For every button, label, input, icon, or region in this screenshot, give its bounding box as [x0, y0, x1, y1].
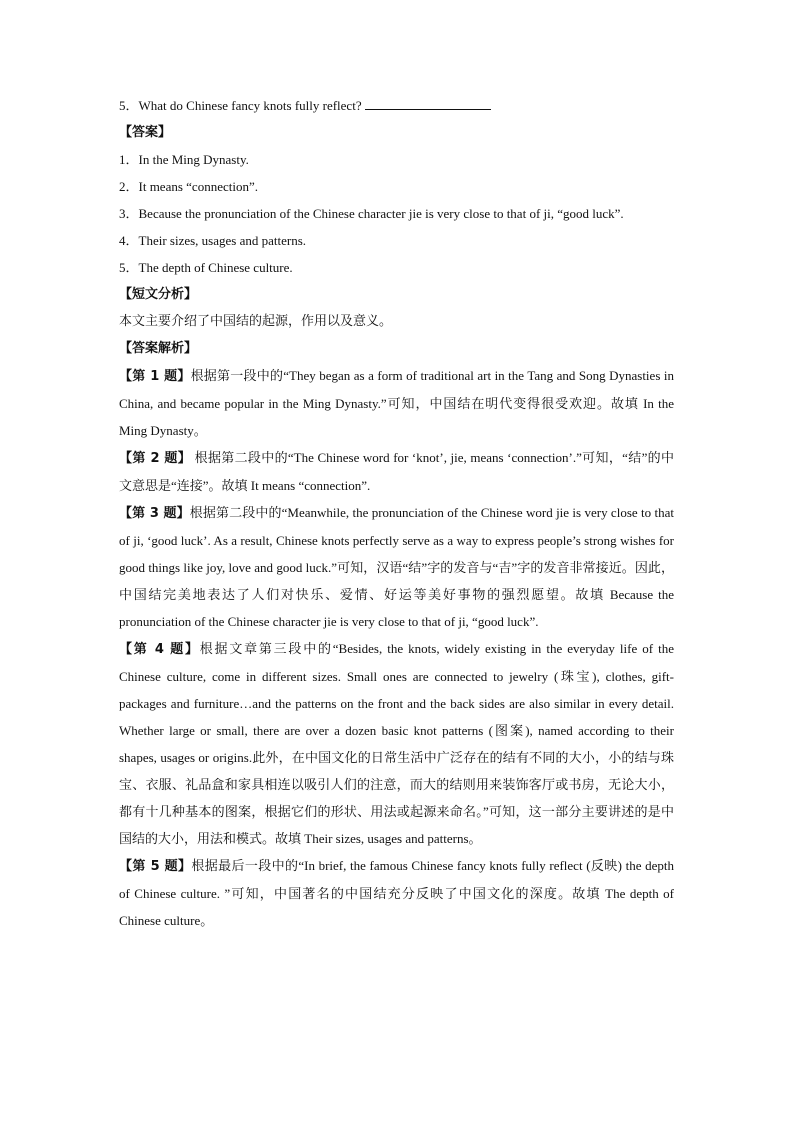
- question-5-text: 5．What do Chinese fancy knots fully reflect?: [119, 98, 362, 113]
- answer-blank[interactable]: [365, 97, 491, 110]
- analysis-heading: 【短文分析】: [119, 287, 198, 302]
- answer-item: 4．Their sizes, usages and patterns.: [119, 233, 307, 248]
- document-page: [119, 92, 674, 934]
- explanation-item: [119, 362, 674, 444]
- answer-item: 2．It means “connection”.: [119, 179, 258, 194]
- explanation-tag: 【第 1 题】: [119, 369, 191, 384]
- answer-item: 1．In the Ming Dynasty.: [119, 152, 249, 167]
- explanation-text: 根据最后一段中的“In brief, the famous Chinese fancy knots fully reflect (反映) the depth of Chinese culture. ”可知，中国著名的中国结充分反映了中国文化的深度。故填 The depth of Chinese culture。: [119, 858, 674, 928]
- explanation-item: [119, 444, 674, 499]
- explanation-tag: 【第 2 题】: [119, 451, 192, 466]
- explanation-tag: 【第 4 题】: [119, 642, 200, 657]
- explanation-text: 根据第二段中的“The Chinese word for ‘knot’, jie, means ‘connection’.”可知，“结”的中文意思是“连接”。故填 It means “connection”.: [119, 450, 674, 493]
- explanation-item: [119, 635, 674, 852]
- question-5: [119, 92, 674, 119]
- explanation-text: 根据第二段中的“Meanwhile, the pronunciation of the Chinese word jie is very close to that of ji, ‘good luck’. As a result, Chinese knots perfectly serve as a way to express people’s strong wishes for good things like joy, love and good luck.”可知，汉语“结”字的发音与“吉”字的发音非常接近。因此，中国结完美地表达了人们对快乐、爱情、好运等美好事物的强烈愿望。故填 Because the pronunciation of the Chinese character jie is very close to that of ji, “good luck”.: [119, 505, 674, 629]
- answer-item: 5．The depth of Chinese culture.: [119, 260, 293, 275]
- explanation-tag: 【第 3 题】: [119, 506, 190, 521]
- explanation-tag: 【第 5 题】: [119, 859, 192, 874]
- explanation-text: 根据文章第三段中的“Besides, the knots, widely existing in the everyday life of the Chinese culture, come in different sizes. Small ones are connected to jewelry (珠宝), clothes, gift-packages and furniture…and the patterns on the front and the back sides are also similar in every detail. Whether large or small, there are over a dozen basic knot patterns (图案), named according to their shapes, usages or origins.此外，在中国文化的日常生活中广泛存在的结有不同的大小，小的结与珠宝、衣服、礼品盒和家具相连以吸引人们的注意，而大的结则用来装饰客厅或书房，无论大小，都有十几种基本的图案，根据它们的形状、用法或起源来命名。”可知，这一部分主要讲述的是中国结的大小，用法和模式。故填 Their sizes, usages and patterns。: [119, 641, 674, 846]
- explanation-heading: 【答案解析】: [119, 341, 198, 356]
- analysis-text: 本文主要介绍了中国结的起源，作用以及意义。: [119, 314, 393, 329]
- explanation-item: [119, 852, 674, 934]
- answer-heading: 【答案】: [119, 125, 172, 140]
- explanation-item: [119, 499, 674, 635]
- answer-item: 3．Because the pronunciation of the Chinese character jie is very close to that of ji, “good luck”.: [119, 206, 624, 221]
- explanation-text: 根据第一段中的“They began as a form of traditional art in the Tang and Song Dynasties in China, and became popular in the Ming Dynasty.”可知，中国结在明代变得很受欢迎。故填 In the Ming Dynasty。: [119, 368, 674, 438]
